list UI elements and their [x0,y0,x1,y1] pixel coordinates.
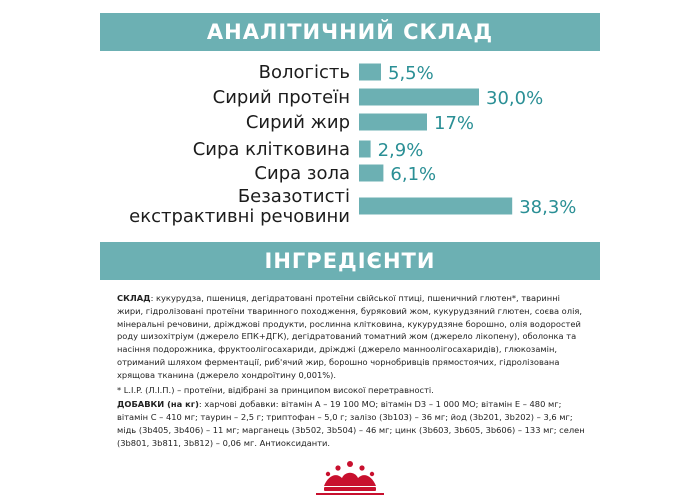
category-label [254,163,350,184]
category-label-line: Сирий протеїн [212,87,350,108]
category-label-line: екстрактивні речовини [129,206,350,227]
category-label-line: Безазотисті [237,186,350,207]
category-label [246,112,350,133]
ingredients-title: ІНГРЕДІЄНТИ [264,249,436,273]
category-label-line: Вологість [258,62,350,83]
additives-label: ДОБАВКИ (на кг) [117,399,199,410]
category-label-line: Сирий жир [245,112,350,133]
category-label [213,87,350,108]
analysis-section-header [100,13,600,51]
additives-paragraph [117,398,587,449]
composition-paragraph [117,292,587,382]
category-label [259,62,350,83]
value-label: 38,3% [519,197,577,218]
analysis-bar-chart [0,55,700,235]
ingredients-block [117,292,587,452]
composition-label: СКЛАД [117,293,151,303]
analysis-title: АНАЛІТИЧНИЙ СКЛАД [206,20,494,44]
crown-logo-icon [310,458,390,498]
bar [359,89,479,106]
lip-note: * L.I.P. (Л.І.П.) – протеїни, відібрані за принципом високої перетравності. [117,384,434,395]
composition-text: : кукурудза, пшениця, дегідратовані протеїни свійської птиці, пшеничний глютен*, тваринні жири, гідролізовані протеїни тваринного походження, буряковий жом, кукурудзяний глютен, соєва олія, мінеральні речовини, дріжджові продукти, рослинна клітковина, кукурудзяне борошно, олія водоростей роду шизохітріум (джерело ЕПК+ДГК), дегідратований томатний жом (джерело лікопену), оболонка та насіння подорожника, фруктоолігосахариди, дріжджі (джерело манноолігосахаридів), глюкозамін, отриманий шляхом ферментації, риб'ячий жир, борошно чорнобривців прямостоячих, гідролізована хрящова тканина (джерело хондроїтину 0,001%). [117,293,582,380]
ingredients-section-header [100,242,600,280]
category-label-line: Сира клітковина [192,139,350,160]
category-label [193,139,350,160]
bar [359,165,383,182]
value-label: 6,1% [390,164,437,185]
value-label: 2,9% [377,140,424,161]
category-label [129,186,350,227]
bar [359,141,371,158]
value-label: 30,0% [486,88,544,109]
category-label-line: Сира зола [254,163,350,184]
value-label: 17% [434,113,475,134]
bar [359,64,381,81]
additives-text: : харчові добавки: вітамін A – 19 100 МО; вітамін D3 – 1 000 МО; вітамін E – 480 мг; вітамін C – 410 мг; таурин – 2,5 г; триптофан – 5,0 г; залізо (3b103) – 36 мг; йод (3b201, 3b202) – 3,6 мг; мідь (3b405, 3b406) – 11 мг; марганець (3b502, 3b504) – 46 мг; цинк (3b603, 3b605, 3b606) – 133 мг; селен (3b801, 3b811, 3b812) – 0,06 мг. Антиоксиданти. [117,399,585,448]
bar [359,114,427,131]
bar [359,198,512,215]
value-label: 5,5% [388,63,434,84]
